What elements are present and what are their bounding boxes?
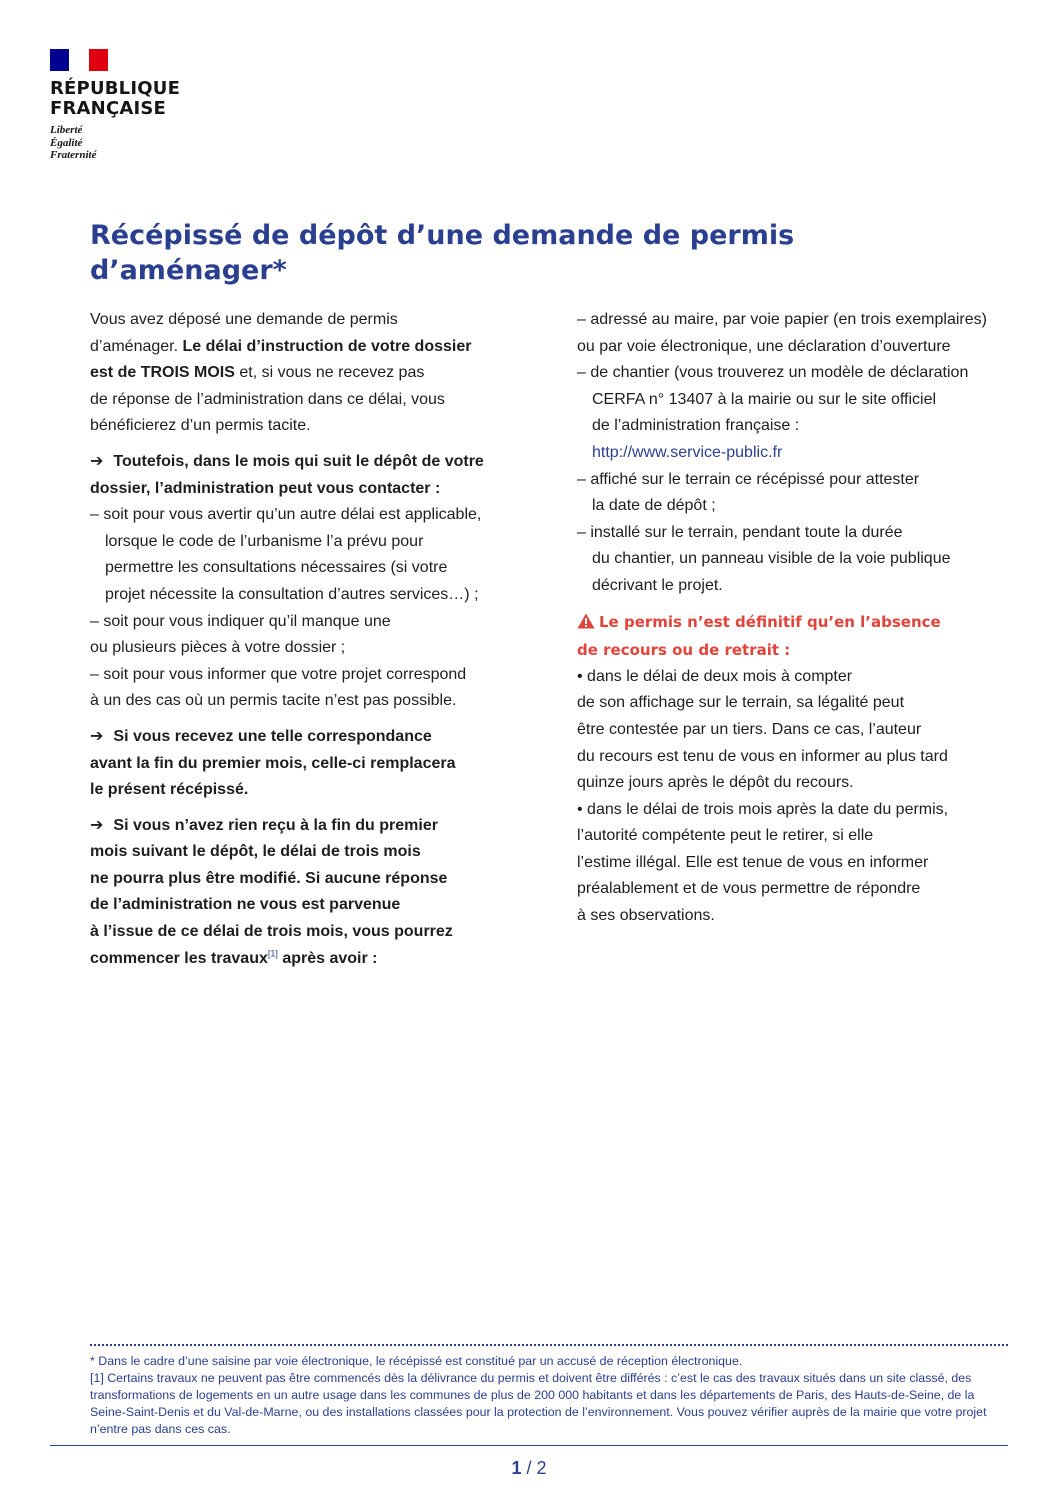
step-display-receipt bbox=[577, 467, 1017, 520]
correspondence-paragraph bbox=[90, 724, 530, 804]
bullet-other-delay-line: – soit pour vous avertir qu’un autre délai est applicable, bbox=[90, 506, 482, 524]
motto-liberte: Liberté bbox=[50, 124, 83, 136]
left-column bbox=[90, 307, 530, 972]
step-display-receipt-line: – affiché sur le terrain ce récépissé pour attester bbox=[577, 470, 920, 488]
bullet-missing-pieces: – soit pour vous indiquer qu’il manque une ou plusieurs pièces à votre dossier ; bbox=[90, 612, 391, 657]
motto-fraternite: Fraternité bbox=[50, 149, 97, 161]
warning-item-contest: • dans le délai de deux mois à compter de son affichage sur le terrain, sa légalité peut être contestée par un tiers. Dans ce cas, l’auteur du recours est tenu de vous en informer au plus tard quinze jours après le dépôt du recours. bbox=[577, 667, 948, 792]
service-public-link[interactable]: http://www.service-public.fr bbox=[592, 443, 783, 461]
page-current: 1 bbox=[511, 1458, 522, 1478]
warning-heading bbox=[577, 609, 1017, 664]
motto-egalite: Égalité bbox=[50, 136, 83, 149]
footnote-star: * Dans le cadre d’une saisine par voie électronique, le récépissé est constitué par un accusé de réception électronique. bbox=[90, 1354, 743, 1368]
start-works-text: Si vous n’avez rien reçu à la fin du premier mois suivant le dépôt, le délai de trois mois ne pourra plus être modifié. Si aucune réponse de l’administration ne vous est parvenue à l’issue de ce délai de trois mois, vous pourrez commencer les travaux bbox=[90, 816, 453, 967]
contact-heading-text: Toutefois, dans le mois qui suit le dépôt de votre dossier, l’administration peut vous contacter : bbox=[90, 452, 484, 497]
bullet-other-delay-cont: lorsque le code de l’urbanisme l’a prévu pour permettre les consultations nécessaires (si votre projet nécessite la consultation d’autres services…) ; bbox=[105, 532, 479, 603]
page-number bbox=[0, 1458, 1058, 1479]
arrow-right-icon: ➔ bbox=[90, 452, 104, 470]
arrow-right-icon: ➔ bbox=[90, 816, 104, 834]
warning-item-withdrawal: • dans le délai de trois mois après la date du permis, l’autorité compétente peut le retirer, si elle l’estime illégal. Elle est tenue de vous en informer préalablement et de vous permettre de répondre à ses observations. bbox=[577, 800, 949, 925]
french-flag-icon bbox=[50, 49, 108, 71]
republique-francaise-name bbox=[50, 79, 230, 119]
intro-text-end: et, si vous ne recevez pas de réponse de l’administration dans ce délai, vous bénéficierez d’un permis tacite. bbox=[90, 364, 445, 435]
correspondence-text: Si vous recevez une telle correspondance avant la fin du premier mois, celle-ci remplacera le présent récépissé. bbox=[90, 727, 456, 799]
republique-francaise-logo bbox=[50, 49, 230, 162]
bullet-other-delay bbox=[90, 502, 530, 608]
motto bbox=[50, 124, 230, 162]
step-display-receipt-cont: la date de dépôt ; bbox=[592, 497, 716, 515]
rf-line-2: FRANÇAISE bbox=[50, 98, 167, 119]
step-cerfa bbox=[577, 360, 1017, 466]
start-works-text-end: après avoir : bbox=[277, 949, 378, 967]
footnote-1: [1] Certains travaux ne peuvent pas être commencés dès la délivrance du permis et doivent être différés : c’est le cas des travaux situés dans un site classé, des transformations de logements en un autre usage dans les communes de plus de 200 000 habitants et dans les départements de Paris, des Hauts-de-Seine, de la Seine-Saint-Denis et du Val-de-Marne, ou des installations classées pour la protection de l’environnement. Vous pouvez vérifier auprès de la mairie que votre projet n’entre pas dans ces cas. bbox=[90, 1371, 987, 1436]
page-separator: / bbox=[521, 1458, 537, 1478]
step-install-panel-line: – installé sur le terrain, pendant toute la durée bbox=[577, 523, 903, 541]
intro-text: Vous avez déposé une demande de permis d’aménager. bbox=[90, 311, 398, 355]
intro-bold-text: Le délai d’instruction de votre dossier est de TROIS MOIS bbox=[90, 337, 472, 382]
footnotes bbox=[90, 1344, 1008, 1438]
intro-paragraph bbox=[90, 307, 530, 440]
step-install-panel-cont: du chantier, un panneau visible de la voie publique décrivant le projet. bbox=[592, 550, 951, 594]
arrow-right-icon: ➔ bbox=[90, 727, 104, 745]
rf-line-1: RÉPUBLIQUE bbox=[50, 78, 181, 99]
step-cerfa-cont: CERFA n° 13407 à la mairie ou sur le site officiel de l’administration française : bbox=[592, 390, 937, 435]
footnote-ref-1[interactable]: [1] bbox=[267, 948, 278, 959]
page-title: Récépissé de dépôt d’une demande de permis d’aménager* bbox=[90, 220, 795, 286]
bullet-no-tacit-permit: – soit pour vous informer que votre projet correspond à un des cas où un permis tacite n’est pas possible. bbox=[90, 665, 467, 710]
footer-divider bbox=[50, 1445, 1008, 1446]
right-column bbox=[577, 307, 1017, 930]
step-cerfa-line: – de chantier (vous trouverez un modèle de déclaration bbox=[577, 364, 969, 382]
page-total: 2 bbox=[536, 1458, 547, 1478]
step-declaration: – adressé au maire, par voie papier (en trois exemplaires) ou par voie électronique, une déclaration d’ouverture bbox=[577, 311, 987, 355]
warning-icon bbox=[577, 611, 595, 638]
step-install-panel bbox=[577, 520, 1017, 600]
start-works-paragraph bbox=[90, 813, 530, 973]
contact-heading bbox=[90, 449, 530, 502]
warning-heading-text: Le permis n’est définitif qu’en l’absence de recours ou de retrait : bbox=[577, 612, 941, 660]
